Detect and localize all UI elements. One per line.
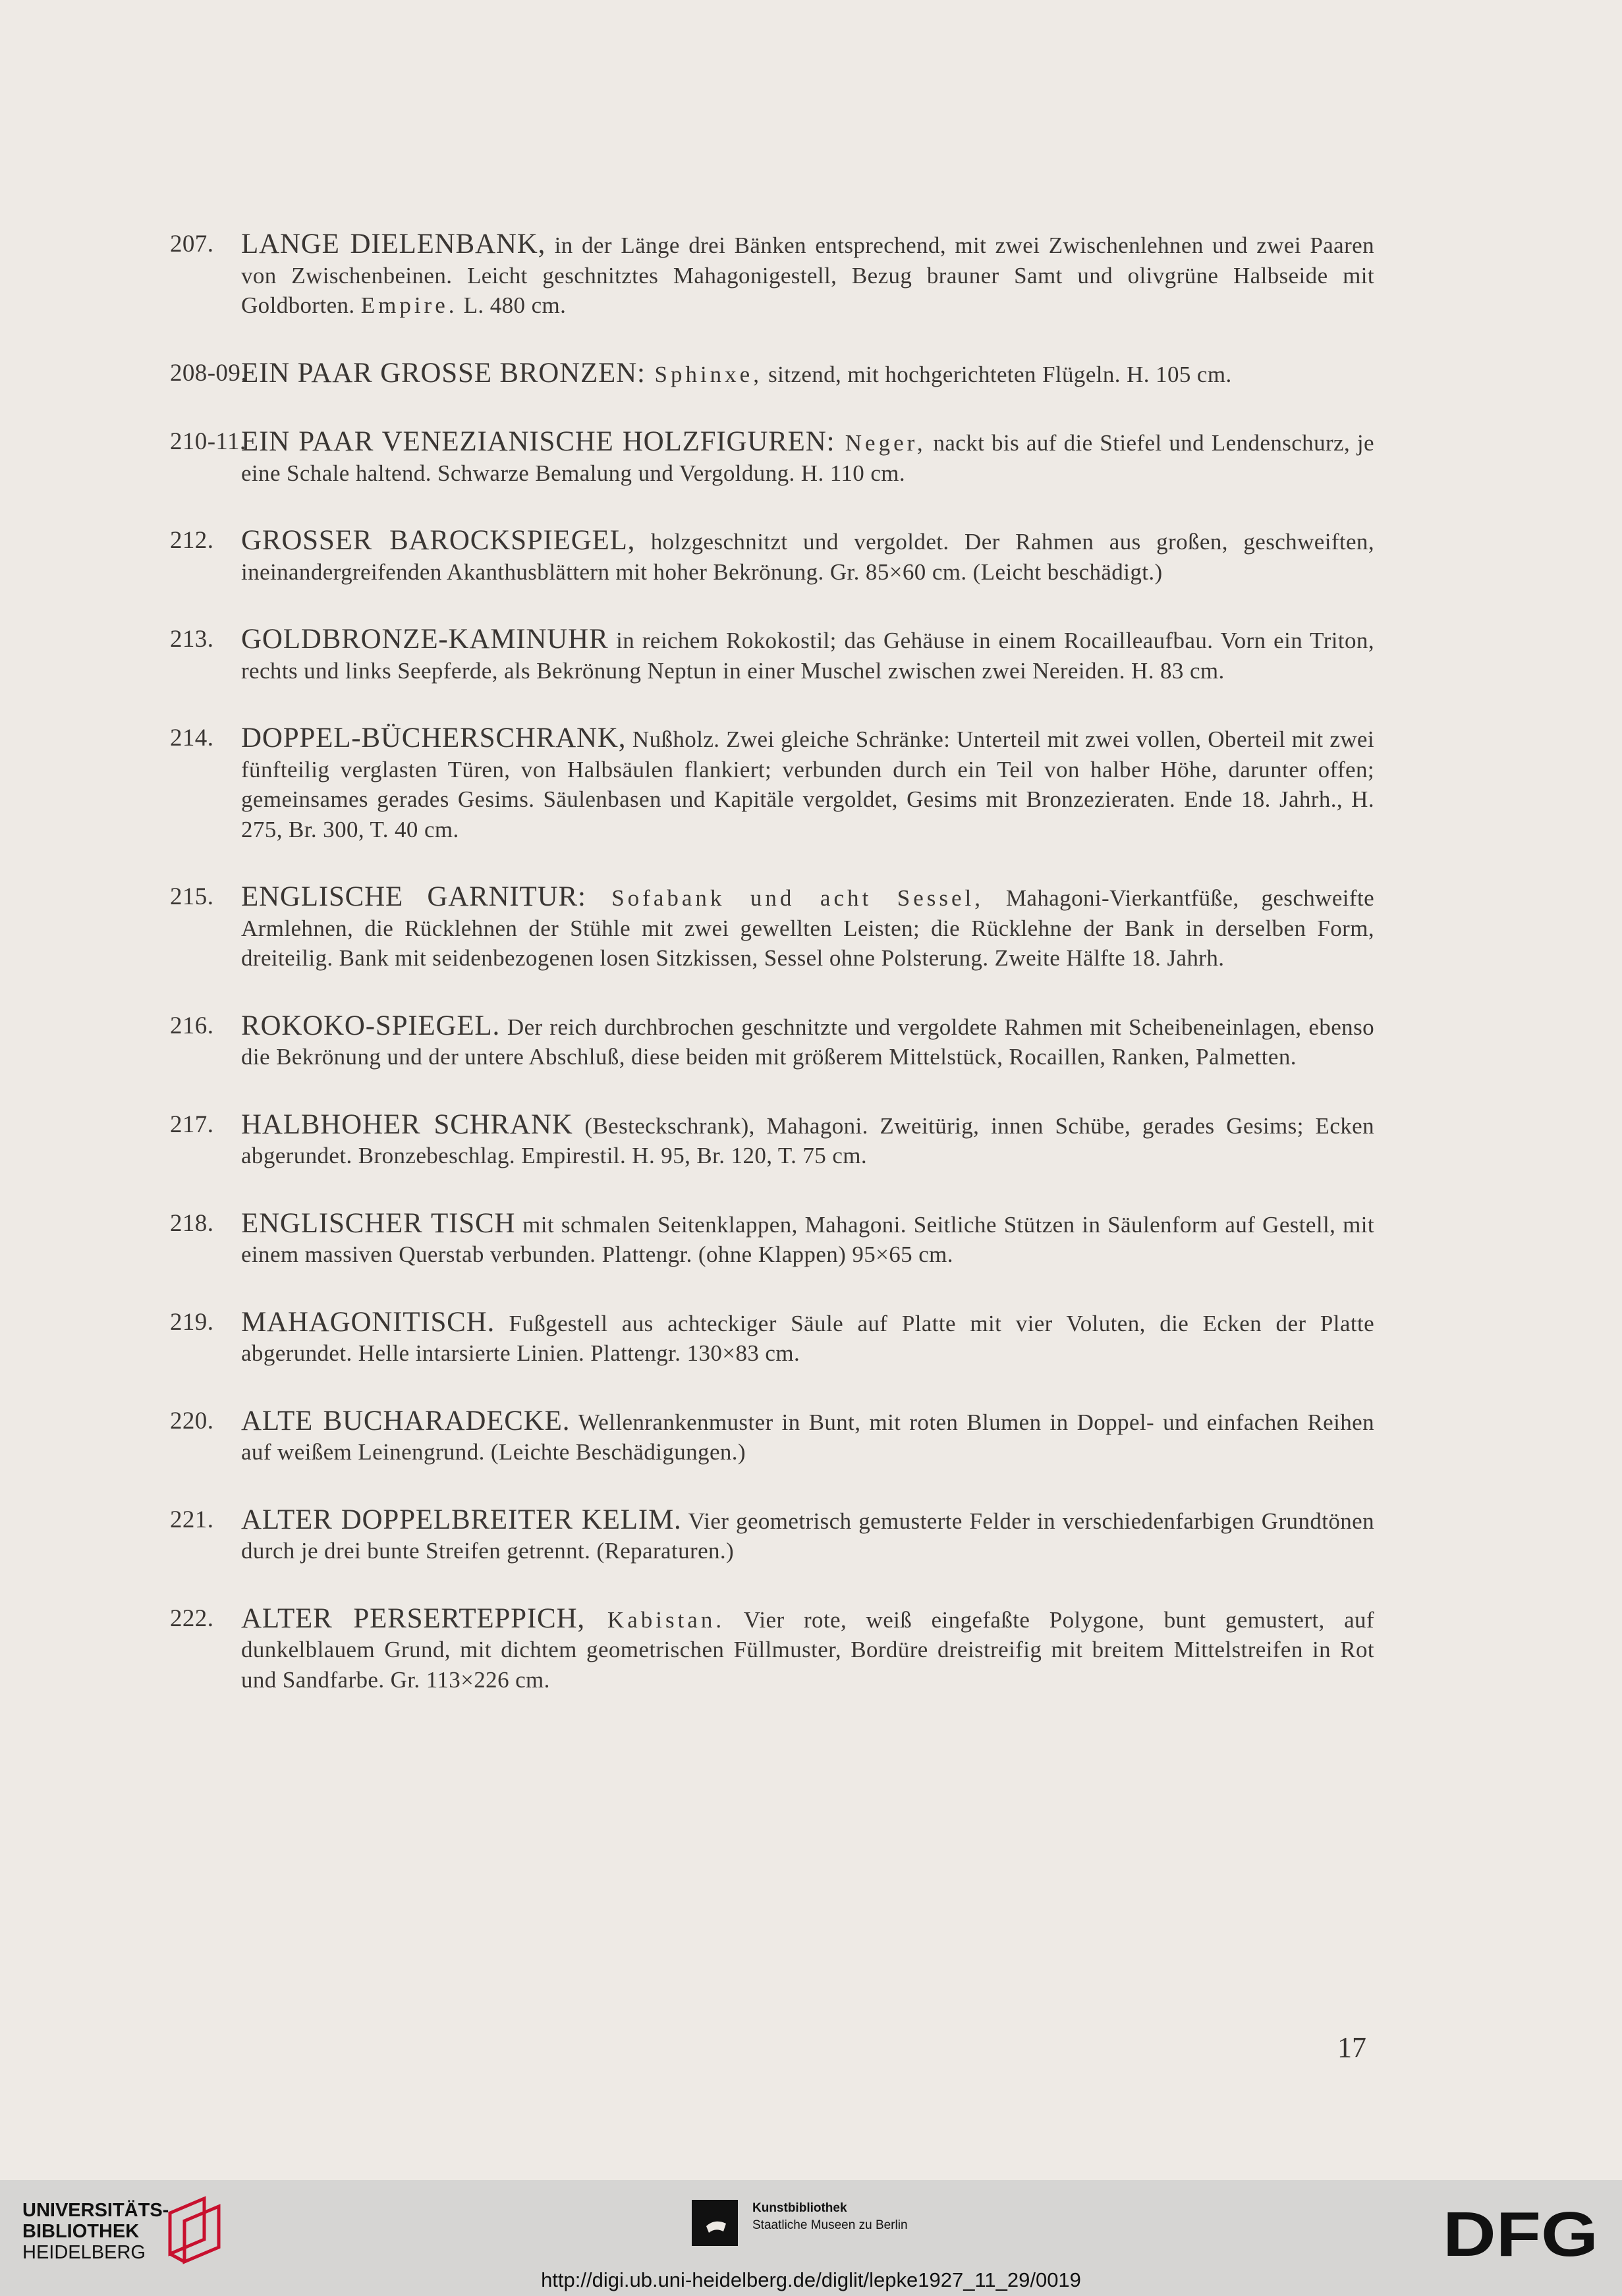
entry-dimensions: L. 480 cm.: [457, 292, 567, 318]
ub-logo-line3: HEIDELBERG: [22, 2242, 146, 2263]
entry-emphasis: Neger,: [835, 430, 926, 456]
catalogue-entry: [170, 1011, 1374, 1072]
entry-title: EIN PAAR GROSSE BRONZEN:: [241, 357, 646, 389]
kb-logo-line1: Kunstbibliothek: [752, 2201, 847, 2215]
entry-title: DOPPEL-BÜCHERSCHRANK,: [241, 723, 627, 753]
catalogue-entry: [170, 1406, 1374, 1467]
entry-description: in der Länge drei Bänken entsprechend, mit zwei Zwischenlehnen und zwei Paaren von Zwischenbeinen. Leicht geschnitztes Mahagonigestell, Bezug brauner Samt und olivgrüne Halbseide mit Goldborten.: [241, 232, 1375, 318]
entry-number: 216.: [170, 1012, 214, 1039]
ub-heidelberg-logo[interactable]: [22, 2200, 169, 2263]
dfg-logo-text: DFG: [1443, 2203, 1598, 2262]
entry-number: 222.: [170, 1604, 214, 1632]
entry-number: 215.: [170, 883, 214, 910]
entry-title: ROKOKO-SPIEGEL.: [241, 1010, 501, 1041]
entry-title: MAHAGONITISCH.: [241, 1306, 495, 1338]
entry-list: [170, 229, 1374, 1732]
dfg-logo[interactable]: [1443, 2203, 1601, 2262]
entry-title: ENGLISCHE GARNITUR:: [241, 881, 586, 912]
catalogue-entry: [170, 882, 1374, 973]
entry-emphasis: Empire.: [360, 292, 458, 318]
entry-number: 208-09.: [170, 359, 247, 387]
entry-title: ALTER DOPPELBREITER KELIM.: [241, 1504, 682, 1535]
catalogue-entry: [170, 427, 1374, 488]
entry-description: Der reich durchbrochen geschnitzte und vergoldete Rahmen mit Scheibeneinlagen, ebenso die Bekrönung und der untere Abschluß, diese beiden mit größerem Mittelstück, Rocaillen, Ranken, Palmetten.: [241, 1014, 1374, 1070]
entry-number: 212.: [170, 527, 214, 554]
entry-number: 220.: [170, 1407, 214, 1435]
entry-title: GOLDBRONZE-KAMINUHR: [241, 624, 609, 655]
entry-emphasis: Sphinxe,: [645, 361, 762, 387]
catalogue-entry: [170, 1110, 1374, 1171]
entry-description: mit schmalen Seitenklappen, Mahagoni. Seitliche Stützen in Säulenform auf Gestell, mit einem massiven Querstab verbunden. Plattengr. (ohne Klappen) 95×65 cm.: [241, 1211, 1374, 1267]
catalogue-entry: [170, 1604, 1374, 1695]
entry-emphasis: Kabistan.: [584, 1606, 725, 1633]
entry-title: LANGE DIELENBANK,: [241, 229, 546, 260]
kb-logo-line2: Staatliche Museen zu Berlin: [752, 2218, 908, 2232]
entry-description: Fußgestell aus achteckiger Säule auf Platte mit vier Voluten, die Ecken der Platte abgerundet. Helle intarsierte Linien. Plattengr. 130×83 cm.: [241, 1310, 1374, 1366]
entry-number: 218.: [170, 1209, 214, 1237]
catalogue-entry: [170, 1505, 1374, 1566]
catalogue-entry: [170, 723, 1374, 844]
entry-description: Mahagoni-Vierkantfüße, geschweifte Armlehnen, die Rücklehnen der Stühle mit zwei gewellten Leisten; die Rücklehne der Bank in derselben Form, dreiteilig. Bank mit seidenbezogenen losen Sitzkissen, Sessel ohne Polsterung. Zweite Hälfte 18. Jahrh.: [241, 885, 1375, 971]
page-number: 17: [1337, 2031, 1366, 2064]
kunstbibliothek-logo[interactable]: [752, 2200, 908, 2234]
entry-description: holzgeschnitzt und vergoldet. Der Rahmen aus großen, geschweiften, ineinandergreifenden Akanthusblättern mit hoher Bekrönung. Gr. 85×60 cm. (Leicht beschädigt.): [241, 529, 1374, 585]
entry-number: 214.: [170, 724, 214, 752]
entry-title: HALBHOHER SCHRANK: [241, 1108, 573, 1140]
entry-title: ENGLISCHER TISCH: [241, 1207, 516, 1239]
entry-title: ALTER PERSERTEPPICH,: [241, 1602, 585, 1634]
ub-logo-line1: UNIVERSITÄTS-: [22, 2200, 169, 2221]
entry-emphasis: Sofabank und acht Sessel,: [586, 885, 984, 911]
entry-description: in reichem Rokokostil; das Gehäuse in einem Rocailleaufbau. Vorn ein Triton, rechts und links Seepferde, als Bekrönung Neptun in einer Muschel zwischen zwei Nereiden. H. 83 cm.: [241, 628, 1374, 684]
catalogue-entry: [170, 624, 1374, 686]
entry-description: (Besteckschrank), Mahagoni. Zweitürig, innen Schübe, gerades Gesims; Ecken abgerundet. Bronzebeschlag. Empirestil. H. 95, Br. 120, T. 75 cm.: [241, 1112, 1375, 1168]
entry-title: EIN PAAR VENEZIANISCHE HOLZFIGUREN:: [241, 426, 835, 457]
entry-number: 219.: [170, 1308, 214, 1336]
entry-description: Wellenrankenmuster in Bunt, mit roten Blumen in Doppel- und einfachen Reihen auf weißem Leinengrund. (Leichte Beschädigungen.): [241, 1409, 1374, 1465]
catalogue-entry: [170, 1209, 1374, 1270]
kunstbibliothek-mark-icon: [692, 2200, 738, 2246]
catalogue-entry: [170, 229, 1374, 321]
entry-description: Vier rote, weiß eingefaßte Polygone, bunt gemustert, auf dunkelblauem Grund, mit dichtem geometrischen Füllmuster, Bordüre dreistreifig mit breitem Mittelstreifen in Rot und Sandfarbe. Gr. 113×226 cm.: [241, 1606, 1374, 1693]
entry-title: ALTE BUCHARADECKE.: [241, 1405, 571, 1436]
entry-number: 207.: [170, 231, 214, 258]
ub-logo-line2: BIBLIOTHEK: [22, 2221, 140, 2242]
entry-number: 210-11.: [170, 428, 246, 455]
catalogue-entry: [170, 1307, 1374, 1369]
entry-number: 221.: [170, 1506, 214, 1533]
entry-description: sitzend, mit hochgerichteten Flügeln. H. 105 cm.: [762, 361, 1232, 387]
entry-description: nackt bis auf die Stiefel und Lendenschurz, je eine Schale haltend. Schwarze Bemalung und Vergoldung. H. 110 cm.: [241, 430, 1374, 486]
entry-number: 213.: [170, 626, 214, 653]
ub-heidelberg-mark-icon: [165, 2193, 227, 2272]
permalink-url[interactable]: http://digi.ub.uni-heidelberg.de/diglit/lepke1927_11_29/0019: [541, 2268, 1081, 2291]
entry-title: GROSSER BAROCKSPIEGEL,: [241, 525, 636, 556]
entry-description: Nußholz. Zwei gleiche Schränke: Unterteil mit zwei vollen, Oberteil mit zwei fünfteilig verglasten Türen, von Halbsäulen flankiert; verbunden durch ein Teil von halber Höhe, darunter offen; gemeinsames gerades Gesims. Säulenbasen und Kapitäle vergoldet, Gesims mit Bronzezieraten. Ende 18. Jahrh., H. 275, Br. 300, T. 40 cm.: [241, 726, 1374, 842]
entry-description: Vier geometrisch gemusterte Felder in verschiedenfarbigen Grundtönen durch je drei bunte Streifen getrennt. (Reparaturen.): [241, 1508, 1375, 1564]
catalogue-entry: [170, 358, 1374, 390]
catalogue-entry: [170, 526, 1374, 587]
entry-number: 217.: [170, 1110, 214, 1138]
